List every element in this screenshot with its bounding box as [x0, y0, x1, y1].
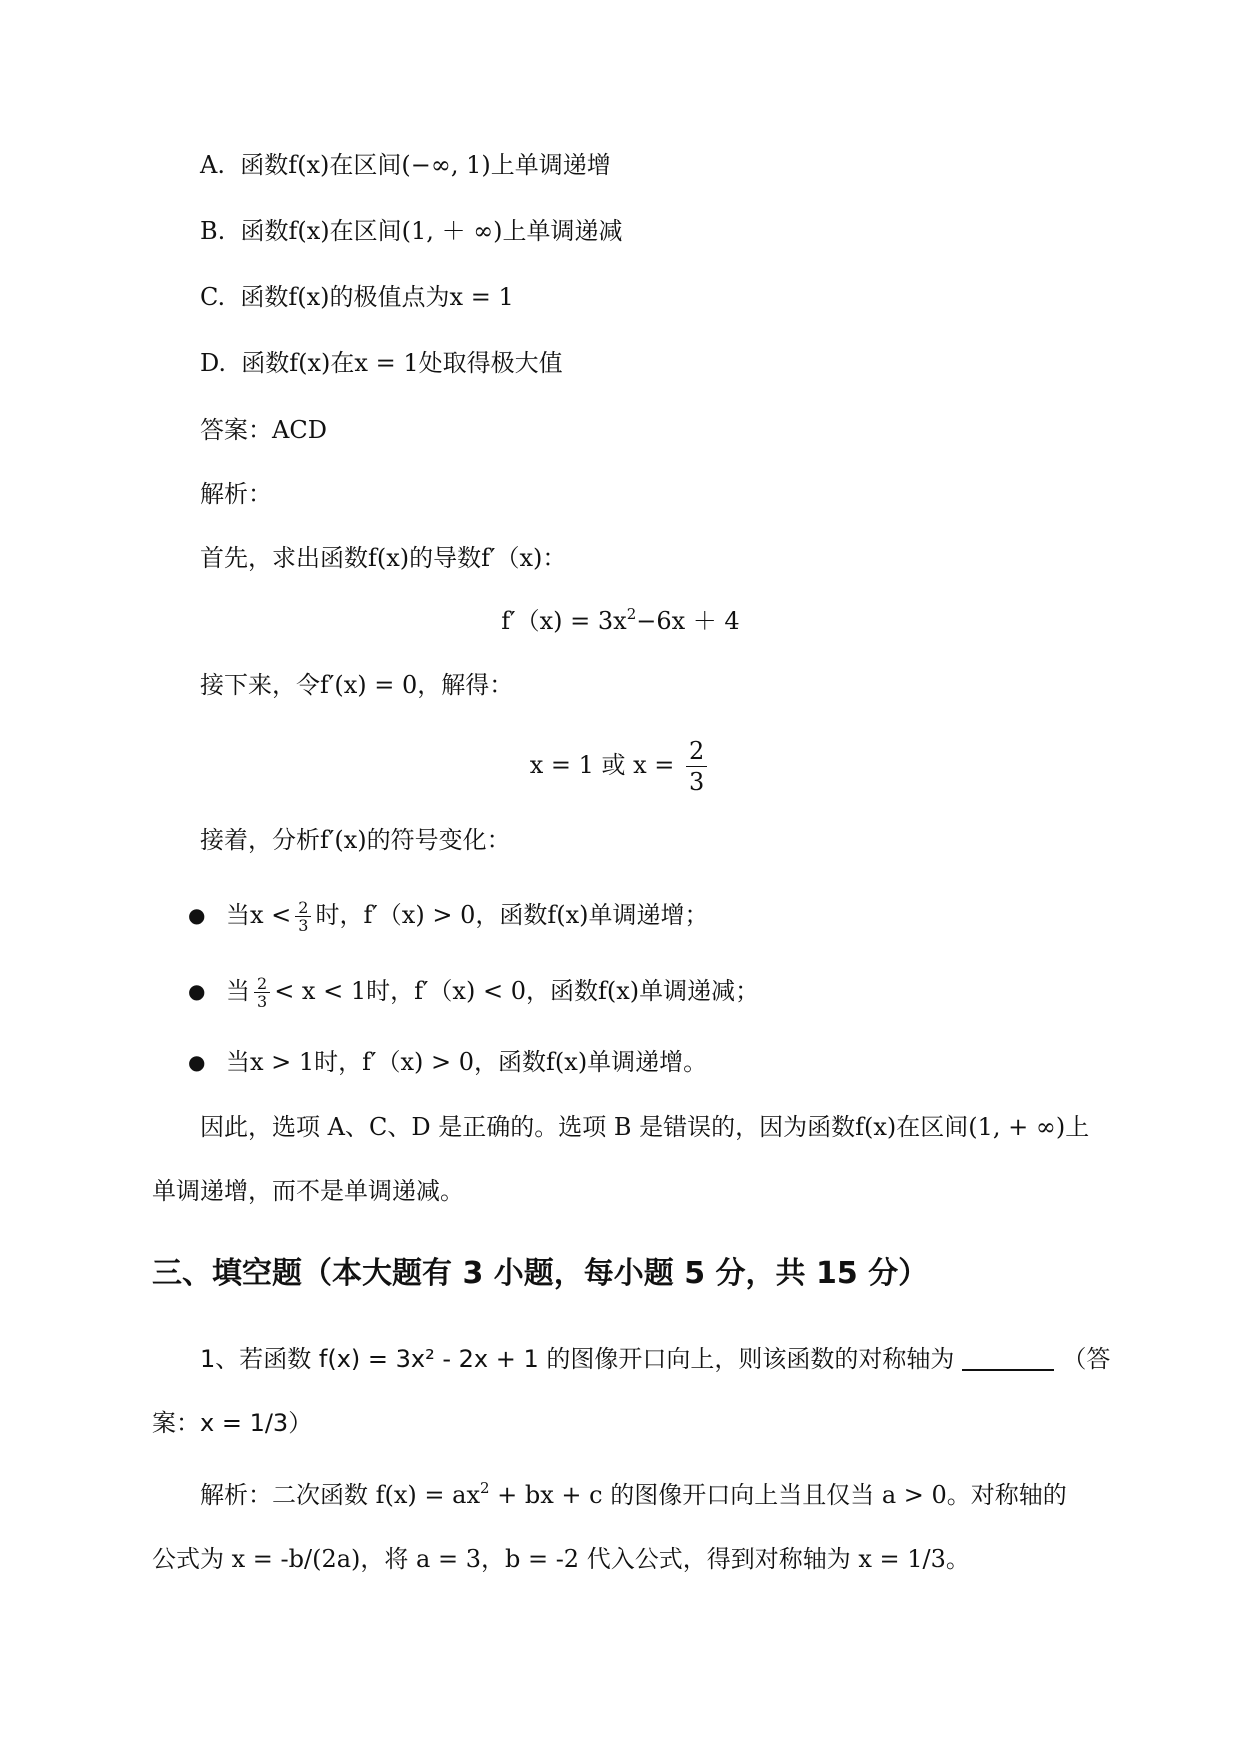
- derivative-eq-rest: −6x ＋ 4: [636, 607, 740, 635]
- option-b-letter: B.: [200, 217, 226, 245]
- set-zero-line: 接下来，令f′(x) = 0，解得：: [200, 671, 514, 699]
- bullet-1-frac-den: 3: [298, 916, 309, 935]
- analysis-label: 解析：: [200, 480, 272, 508]
- roots-frac-num: 2: [686, 736, 707, 767]
- option-b-text: 函数f(x)在区间(1, ＋ ∞)上单调递减: [240, 217, 623, 245]
- option-c-letter: C.: [200, 283, 226, 311]
- option-c: [200, 280, 514, 314]
- bullet-dot: ●: [188, 979, 206, 1003]
- bullet-2: [226, 974, 759, 1010]
- question-1-answer: 案：x = 1/3）: [152, 1409, 313, 1437]
- bullet-1: [226, 898, 708, 934]
- bullet-1-frac-num: 2: [295, 899, 311, 917]
- answer-line: 答案：ACD: [200, 416, 327, 444]
- analysis-text-post: + bx + c 的图像开口向上当且仅当 a > 0。对称轴的: [489, 1481, 1067, 1509]
- section-heading: 三、填空题（本大题有 3 小题，每小题 5 分，共 15 分）: [152, 1256, 929, 1291]
- bullet-2-pre: 当: [226, 977, 250, 1005]
- option-d: [200, 346, 563, 380]
- derivative-intro: 首先，求出函数f(x)的导数f′（x)：: [200, 544, 567, 572]
- sign-intro: 接着，分析f′(x)的符号变化：: [200, 826, 511, 854]
- bullet-dot: ●: [188, 903, 206, 927]
- derivative-equation: [0, 604, 1241, 638]
- conclusion-line-2: 单调递增，而不是单调递减。: [152, 1177, 464, 1205]
- roots-text: x = 1 或 x =: [529, 751, 675, 779]
- question-1-text: 1、若函数 f(x) = 3x² - 2x + 1 的图像开口向上，则该函数的对称轴为: [200, 1345, 955, 1373]
- option-d-text: 函数f(x)在x = 1处取得极大值: [241, 349, 563, 377]
- question-1-analysis: [200, 1478, 1067, 1512]
- option-b: [200, 214, 623, 248]
- option-c-text: 函数f(x)的极值点为x = 1: [240, 283, 514, 311]
- bullet-2-frac-num: 2: [254, 975, 270, 993]
- derivative-eq-exponent: 2: [626, 605, 637, 623]
- bullet-2-frac-den: 3: [257, 992, 268, 1011]
- option-a-letter: A.: [200, 151, 225, 179]
- bullet-1-fraction: [295, 899, 311, 934]
- conclusion-line-1: 因此，选项 A、C、D 是正确的。选项 B 是错误的，因为函数f(x)在区间(1, + ∞)上: [200, 1113, 1090, 1141]
- question-1: [200, 1342, 1110, 1376]
- question-1-analysis-line-2: 公式为 x = -b/(2a)，将 a = 3，b = -2 代入公式，得到对称轴为 x = 1/3。: [152, 1545, 970, 1573]
- bullet-1-post: 时，f′（x) > 0，函数f(x)单调递增；: [315, 901, 709, 929]
- roots-frac-den: 3: [689, 768, 705, 796]
- bullet-1-pre: 当x <: [226, 901, 292, 929]
- derivative-eq-main: f′（x) = 3x: [501, 607, 627, 635]
- option-a: [200, 148, 611, 182]
- answer-blank: [962, 1369, 1054, 1371]
- roots-fraction: [686, 736, 707, 797]
- bullet-2-fraction: [254, 975, 270, 1010]
- bullet-3: 当x > 1时，f′（x) > 0，函数f(x)单调递增。: [226, 1048, 708, 1076]
- roots-equation: [0, 733, 1241, 797]
- option-d-letter: D.: [200, 349, 227, 377]
- analysis-text-pre: 解析：二次函数 f(x) = ax: [200, 1481, 480, 1509]
- bullet-dot: ●: [188, 1050, 206, 1074]
- option-a-text: 函数f(x)在区间(−∞, 1)上单调递增: [240, 151, 611, 179]
- question-1-tail: （答: [1062, 1345, 1111, 1373]
- analysis-exponent: 2: [479, 1479, 490, 1497]
- bullet-2-post: < x < 1时，f′（x) < 0，函数f(x)单调递减；: [274, 977, 760, 1005]
